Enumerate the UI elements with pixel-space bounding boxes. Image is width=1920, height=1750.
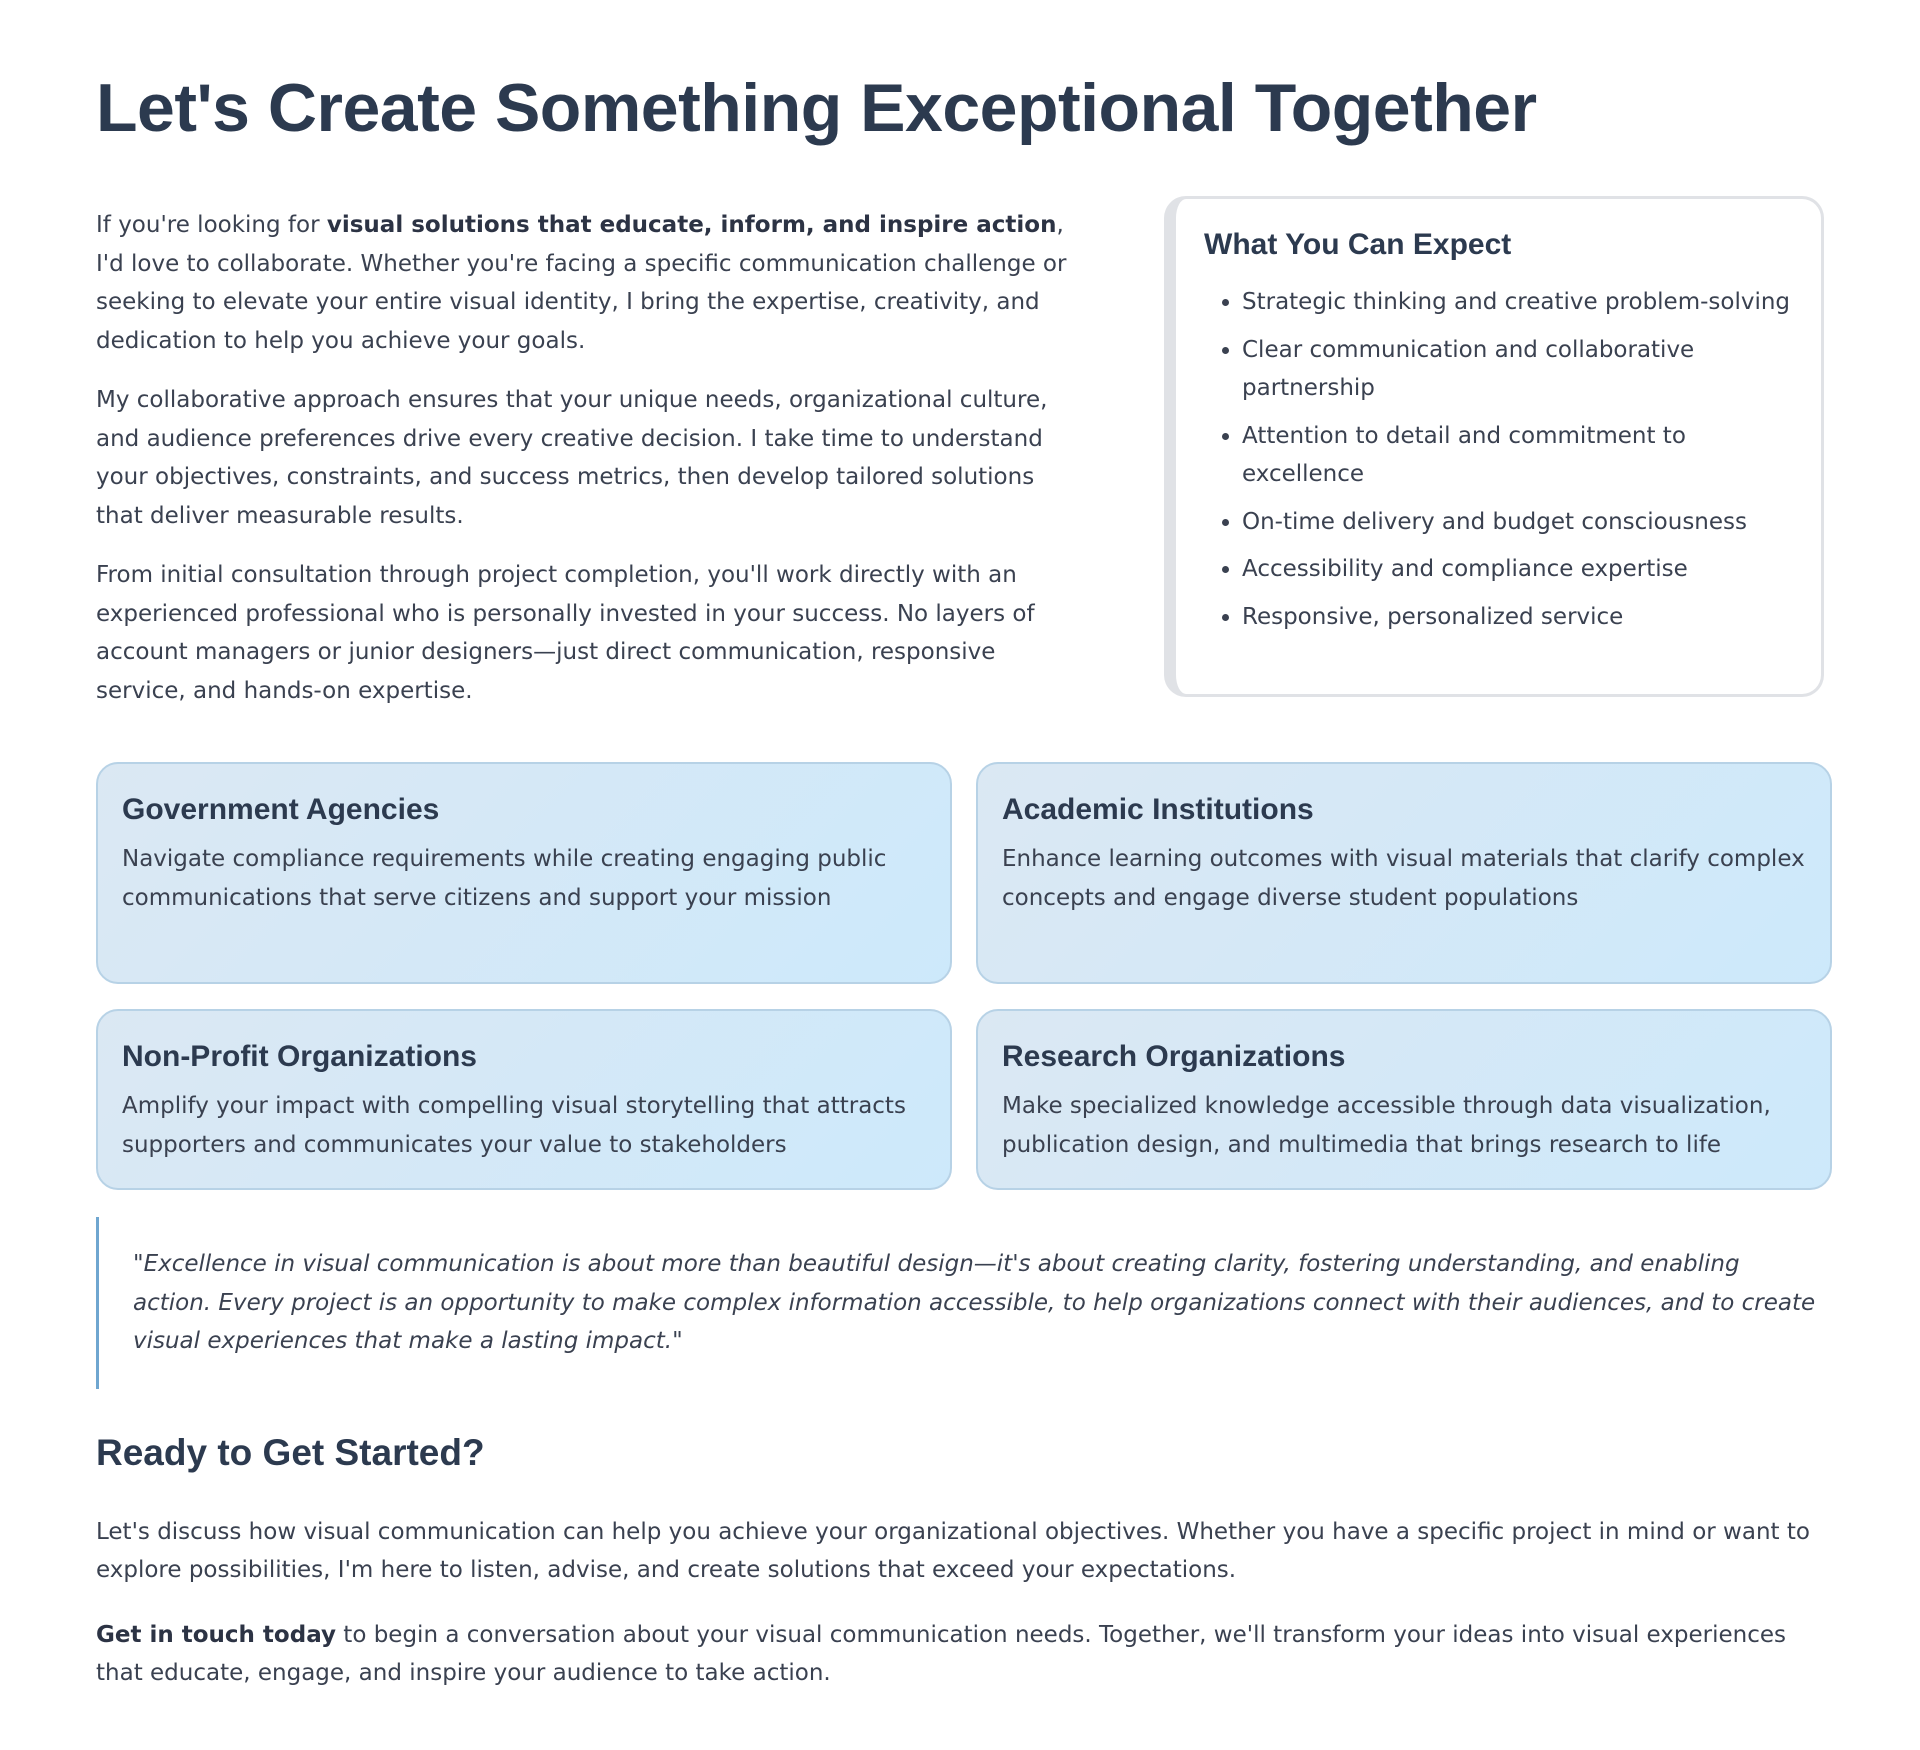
expectations-panel xyxy=(1164,196,1824,697)
card-research-organizations xyxy=(976,1009,1832,1190)
card-non-profit-organizations xyxy=(96,1009,952,1190)
card-text: Enhance learning outcomes with visual materials that clarify complex concepts and engage diverse student populations xyxy=(1002,846,1805,911)
cta-section xyxy=(96,1429,1824,1693)
intro-paragraph-2: My collaborative approach ensures that your unique needs, organizational culture, and audience preferences drive every creative decision. I take time to understand your objectives, constraints, and success metrics, then develop tailored solutions that deliver measurable results. xyxy=(96,387,1048,529)
intro-paragraph-1 xyxy=(96,206,1086,360)
card-government-agencies xyxy=(96,762,952,984)
cta-emphasis: Get in touch today xyxy=(96,1621,336,1648)
cta-p2-rest: to begin a conversation about your visual communication needs. Together, we'll transform your ideas into visual experiences that educate, engage, and inspire your audience to take action. xyxy=(96,1621,1786,1686)
expectations-item: • Attention to detail and commitment to excellence xyxy=(1242,417,1791,494)
expectations-heading: What You Can Expect xyxy=(1204,228,1512,261)
expectations-item: • Clear communication and collaborative partnership xyxy=(1242,331,1791,408)
expectations-item: • Accessibility and compliance expertise xyxy=(1242,550,1791,589)
card-title: Research Organizations xyxy=(1002,1040,1346,1073)
intro-p1-emphasis: visual solutions that educate, inform, and inspire action xyxy=(326,212,1057,238)
intro-section xyxy=(96,206,1824,710)
expectations-item: • Responsive, personalized service xyxy=(1242,598,1791,637)
card-text: Make specialized knowledge accessible through data visualization, publication design, and multimedia that brings research to life xyxy=(1002,1093,1771,1158)
card-text: Amplify your impact with compelling visual storytelling that attracts supporters and communicates your value to stakeholders xyxy=(122,1093,906,1158)
intro-p1-lead: If you're looking for xyxy=(96,212,327,238)
expectations-item: • Strategic thinking and creative problem-solving xyxy=(1242,283,1791,322)
intro-paragraph-3: From initial consultation through project completion, you'll work directly with an experienced professional who is personally invested in your success. No layers of account managers or junior designers—just direct communication, responsive service, and hands-on expertise. xyxy=(96,562,1035,704)
cta-paragraph-1: Let's discuss how visual communication can help you achieve your organizational objectives. Whether you have a specific project in mind or want to explore possibilities, I'm here to listen, advise, and create solutions that exceed your expectations. xyxy=(96,1518,1810,1583)
intro-text xyxy=(96,206,1086,710)
card-title: Academic Institutions xyxy=(1002,793,1314,826)
card-academic-institutions xyxy=(976,762,1832,984)
expectations-item: • On-time delivery and budget consciousness xyxy=(1242,503,1791,542)
cta-paragraph-2 xyxy=(96,1616,1824,1693)
expectations-list xyxy=(1204,283,1791,636)
audience-cards xyxy=(96,762,1824,1190)
page-title: Let's Create Something Exceptional Together xyxy=(96,70,1537,146)
intro-p1-rest: , I'd love to collaborate. Whether you're facing a specific communication challenge or seeking to elevate your entire visual identity, I bring the expertise, creativity, and dedication to help you achieve your goals. xyxy=(96,212,1067,354)
card-text: Navigate compliance requirements while creating engaging public communications that serve citizens and support your mission xyxy=(122,846,887,911)
card-title: Government Agencies xyxy=(122,793,440,826)
pull-quote: "Excellence in visual communication is about more than beautiful design—it's about creating clarity, fostering understanding, and enabling action. Every project is an opportunity to make complex information accessible, to help organizations connect with their audiences, and to create visual experiences that make a lasting impact." xyxy=(96,1217,1824,1389)
cta-heading: Ready to Get Started? xyxy=(96,1431,485,1473)
card-title: Non-Profit Organizations xyxy=(122,1040,477,1073)
